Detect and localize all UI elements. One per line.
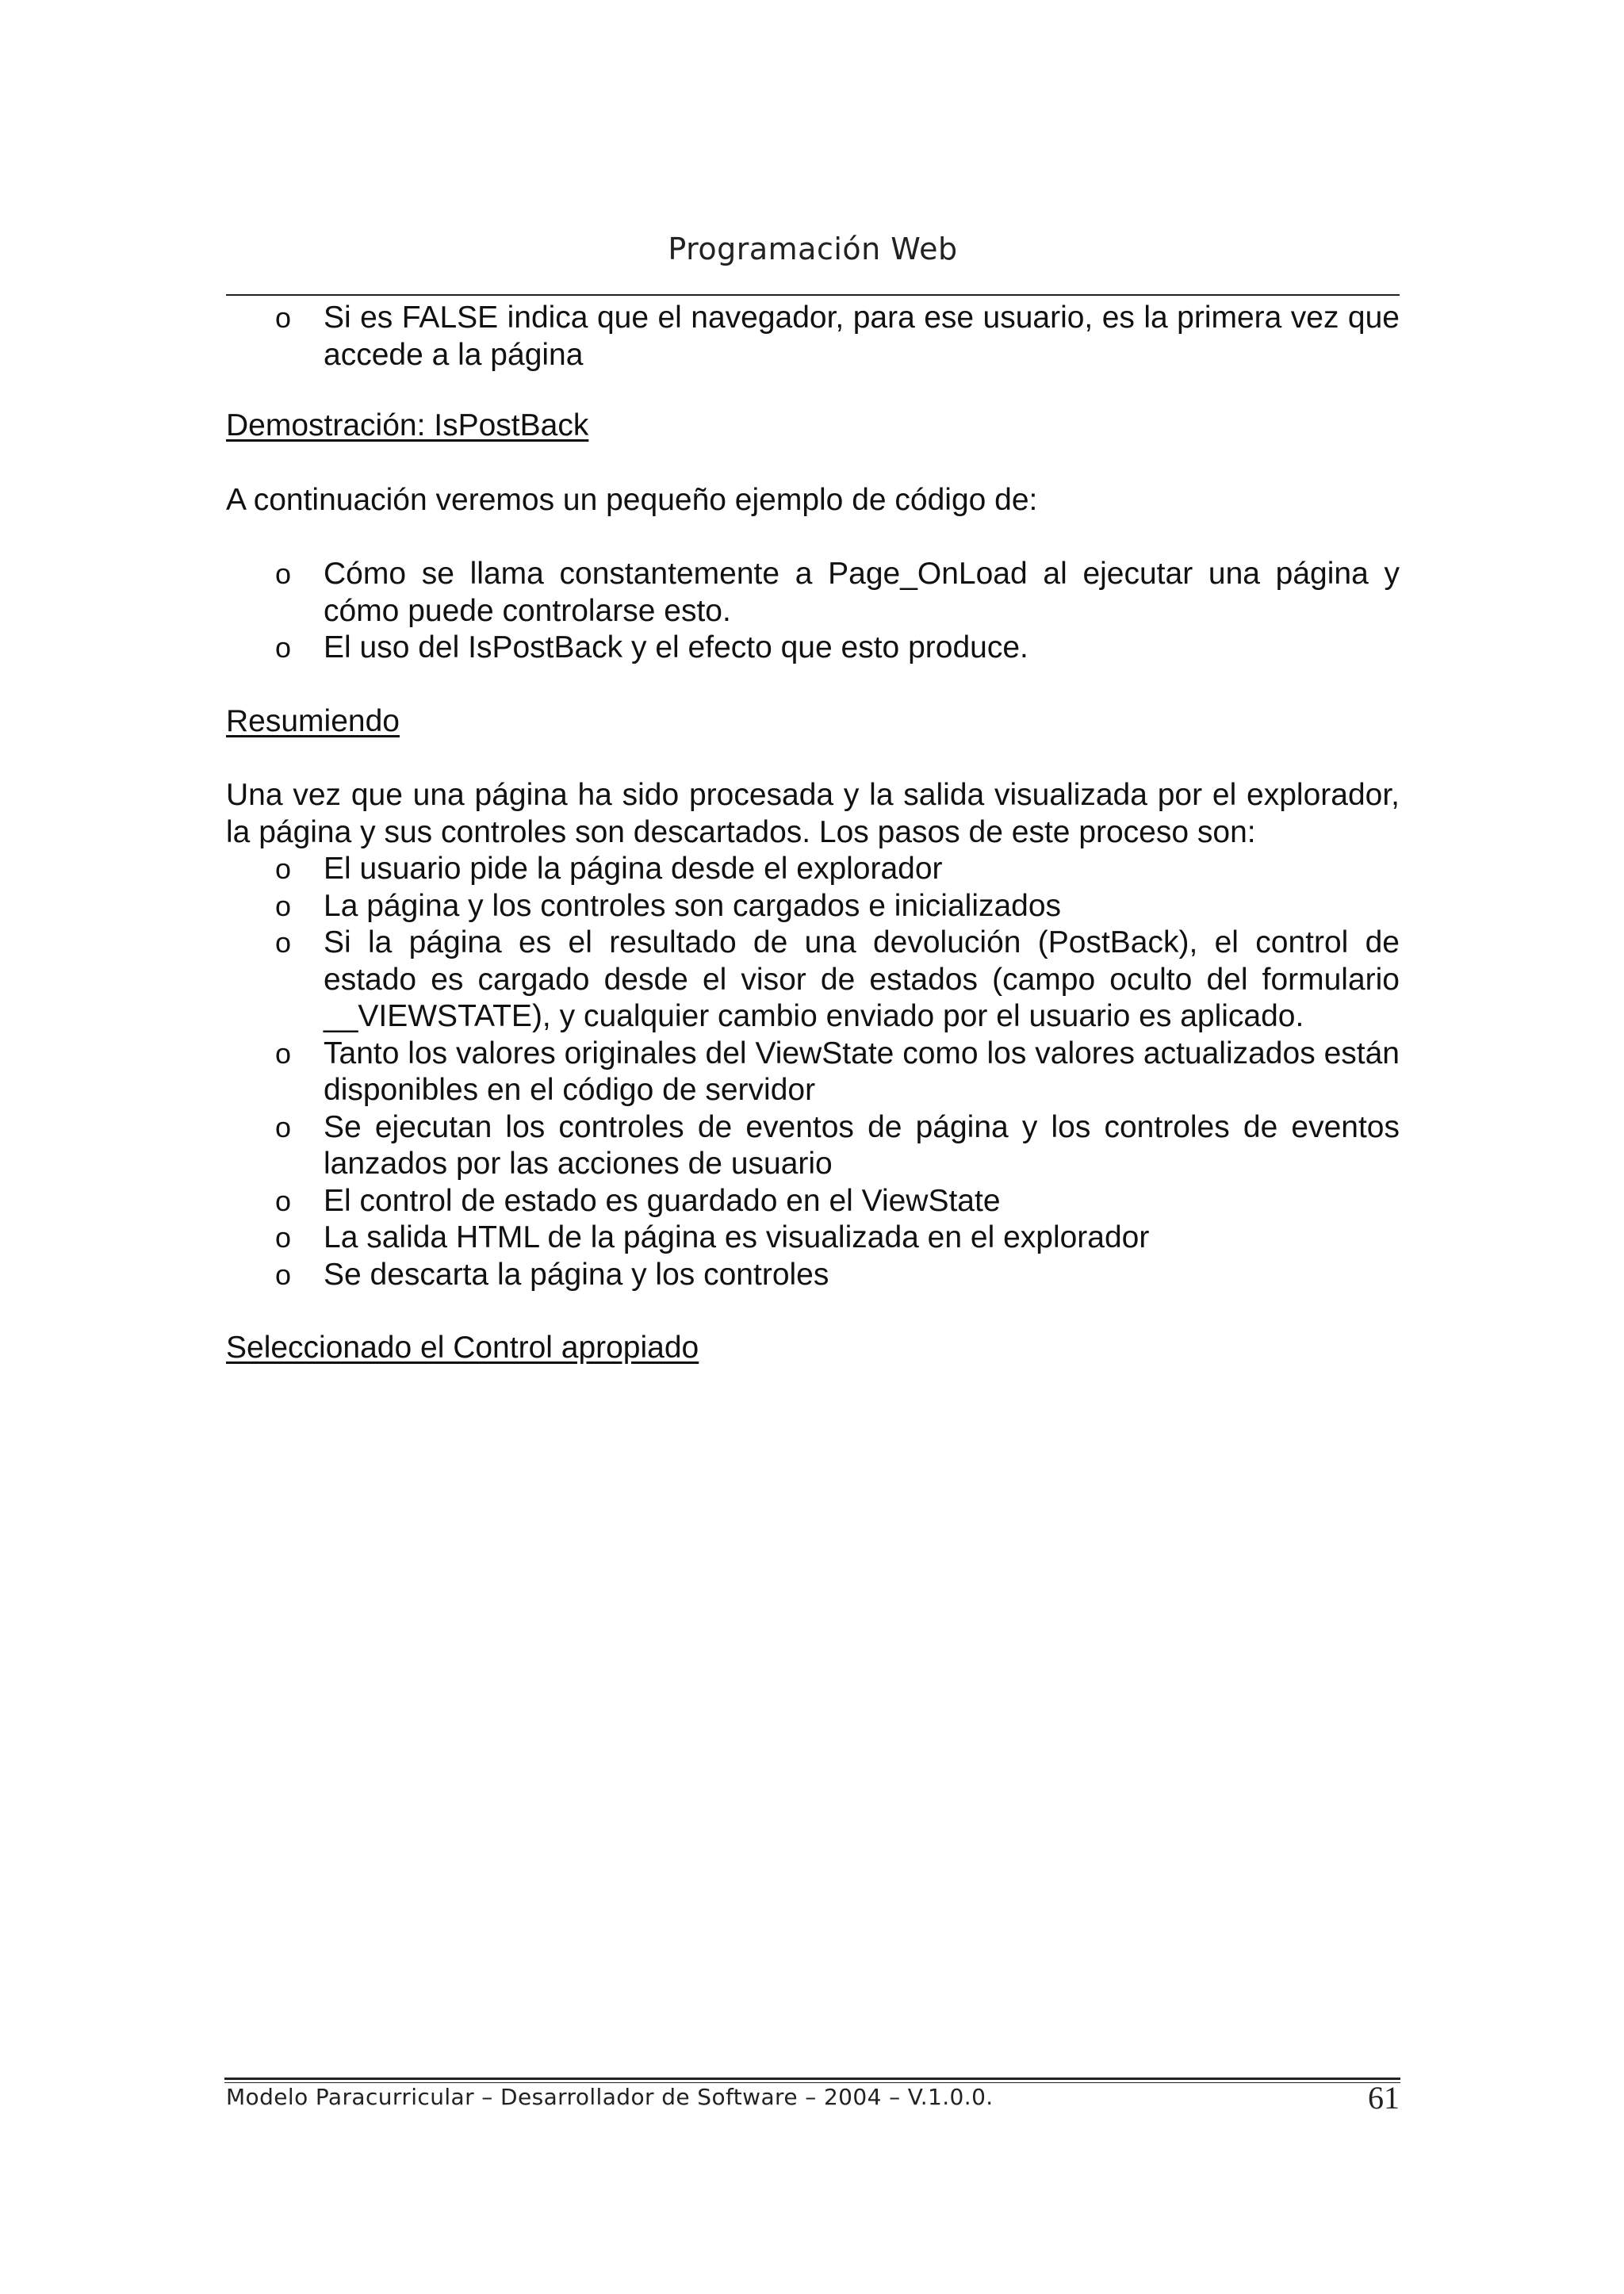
bullet-marker: o (275, 889, 292, 922)
page-number: 61 (1368, 2080, 1400, 2116)
list-item (226, 925, 1400, 1036)
bullet-marker: o (275, 1258, 292, 1291)
list-item-text: La salida HTML de la página es visualizada en el explorador (324, 1220, 1150, 1254)
summary-paragraph: Una vez que una página ha sido procesada y la salida visualizada por el explorador, la página y sus controles son descartados. Los pasos de este proceso son: (226, 778, 1400, 849)
demo-intro-text: A continuación veremos un pequeño ejemplo de código de: (226, 482, 1038, 517)
bullet-marker: o (275, 1036, 292, 1070)
footer-divider (224, 2078, 1400, 2083)
bullet-marker: o (275, 852, 292, 885)
bullet-marker: o (275, 1110, 292, 1143)
demo-bullet-list (226, 556, 1400, 667)
demo-heading: Demostración: IsPostBack (226, 408, 589, 442)
list-item-text: La página y los controles son cargados e inicializados (324, 888, 1062, 923)
list-item (226, 1036, 1400, 1109)
page-content (226, 300, 1400, 1367)
next-section-heading: Seleccionado el Control apropiado (226, 1331, 699, 1365)
summary-bullet-list (226, 851, 1400, 1293)
footer-text: Modelo Paracurricular – Desarrollador de Software – 2004 – V.1.0.0. (226, 2084, 994, 2110)
summary-heading: Resumiendo (226, 703, 400, 738)
page-header-title: Programación Web (668, 232, 958, 266)
list-item-text: El uso del IsPostBack y el efecto que esto produce. (324, 630, 1028, 664)
intro-bullet-list (226, 300, 1400, 373)
bullet-marker: o (275, 926, 292, 959)
header-divider (226, 294, 1400, 296)
list-item-text: El usuario pide la página desde el explorador (324, 852, 943, 886)
bullet-marker: o (275, 1221, 292, 1254)
bullet-marker: o (275, 631, 292, 664)
list-item (226, 1109, 1400, 1183)
bullet-marker: o (275, 557, 292, 590)
list-item-text: Se descarta la página y los controles (324, 1257, 829, 1292)
list-item-text: Si la página es el resultado de una devolución (PostBack), el control de estado es cargado desde el visor de estados (campo oculto del formulario __VIEWSTATE), y cualquier cambio enviado por el usuario es aplicado. (324, 925, 1400, 1033)
list-item (226, 630, 1400, 667)
list-item (226, 1220, 1400, 1257)
list-item-text: Tanto los valores originales del ViewState como los valores actualizados están disponibles en el código de servidor (324, 1036, 1400, 1107)
list-item (226, 300, 1400, 373)
list-item (226, 1183, 1400, 1220)
list-item (226, 888, 1400, 925)
list-item (226, 556, 1400, 630)
bullet-marker: o (275, 1184, 292, 1217)
list-item (226, 1257, 1400, 1294)
list-item-text: Se ejecutan los controles de eventos de página y los controles de eventos lanzados por las acciones de usuario (324, 1109, 1400, 1181)
list-item-text: El control de estado es guardado en el ViewState (324, 1183, 1001, 1218)
bullet-marker: o (275, 301, 292, 334)
list-item-text: Si es FALSE indica que el navegador, para ese usuario, es la primera vez que accede a la página (324, 301, 1400, 372)
list-item-text: Cómo se llama constantemente a Page_OnLoad al ejecutar una página y cómo puede controlarse esto. (324, 557, 1400, 628)
list-item (226, 851, 1400, 888)
